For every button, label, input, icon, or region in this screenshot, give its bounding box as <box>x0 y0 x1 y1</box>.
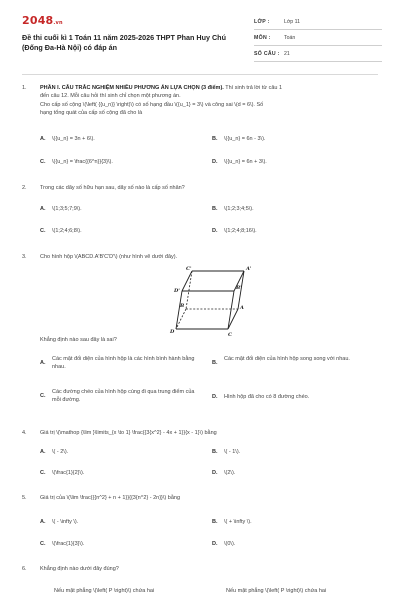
q3-option-a[interactable]: A. Các mặt đối diện của hình hộp là các hình bình hành bằng nhau. <box>40 356 195 371</box>
q2-option-a[interactable]: A. \(1;3;5;7;9\). <box>40 206 82 212</box>
exam-meta <box>254 14 382 62</box>
q5-option-c[interactable]: C. \(\frac{1}{3}\). <box>40 541 85 547</box>
q3-option-d[interactable]: D. Hình hộp đã cho có 8 đường chéo. <box>212 394 310 400</box>
q5-option-b[interactable]: B. \( + \infty \). <box>212 519 252 525</box>
header-divider <box>22 74 378 75</box>
vertex-label-c1: C' <box>186 266 192 272</box>
q2-option-d[interactable]: D. \(1;2;4;8;16\). <box>212 228 257 234</box>
q5-option-d[interactable]: D. \(0\). <box>212 541 236 547</box>
document-title: Đề thi cuối kì 1 Toán 11 năm 2025-2026 THPT Phan Huy Chú (Đống Đa-Hà Nội) có đáp án <box>22 33 226 52</box>
q4-option-c[interactable]: C. \(\frac{1}{2}\). <box>40 470 85 476</box>
site-logo[interactable]: 2048.vn <box>22 14 63 27</box>
vertex-label-b1: B' <box>236 285 242 291</box>
q2-option-c[interactable]: C. \(1;2;4;6;8\). <box>40 228 82 234</box>
vertex-label-a1: A' <box>246 266 252 272</box>
vertex-label-a: A <box>240 305 244 311</box>
meta-row-class: LỚP : Lớp 11 <box>254 14 382 30</box>
q4-option-b[interactable]: B. \( - 1\). <box>212 449 241 455</box>
exam-page: 2048.vn Đề thi cuối kì 1 Toán 11 năm 2025-2026 THPT Phan Huy Chú (Đống Đa-Hà Nội) có đáp án LỚP : Lớp 11 MÔN : Toán SỐ CÂU : 21 1. PHẦN I. CÂU TRẮC NGHIỆM NHIỀU PHƯƠNG ÁN LỰA CHỌN (3 điểm). Thí sinh trả lời từ câu 1 đến câu 12. Mỗi câu hỏi thí sinh chỉ chọn một phương án. Cho cấp số cộng \(\left( {{u_n}} \right)\) có số hạng đầu \({u_1} = 3\) và công sai \(d = 6\). Số hạng tổng quát của cấp số cộng đã cho là A. \({u_n} = 3n + 6\). B. \({u_n} = 6n - 3\). C. \({u_n} = \frac{{6^n}}{3}\). D. \({u_n} = 6n + 3\). 2. Trong các dãy số hữu hạn sau, dãy số nào là cấp số nhân? A. \(1;3;5;7;9\). B. \(1;2;3;4;5\). C. \(1;2;4;6;8\). D. \(1;2;4;8;16\). 3. Cho hình hộp \(ABCD.A'B'C'D'\) (như hình vẽ dưới đây). A' B' C' D' A C B D Khẳng định nào sau đây là sai? A. Các mặt đối diện của hình hộp là các hình bình hành bằng nhau. B. Các mặt đối diện của hình hộp song song với nhau. C. Các đường chéo của hình hộp cùng đi qua trung điểm của mỗi đường. D. Hình hộp đã cho có 8 đường chéo. 4. Giá trị \(\mathop {\lim }\limits_{x \to 1} \frac{{3{x^2} - 4x + 1}}{x - 1}\) bằng A. \( - 2\). B. \( - 1\). C. \(\frac{1}{2}\). D. \(2\). 5. Giá trị của \(\lim \frac{{{n^2} + n + 1}}{{3{n^2} - 2n}}\) bằng A. \( - \infty \). B. \( + \infty \). C. \(\frac{1}{3}\). D. \(0\). 6. Khẳng định nào dưới đây đúng? Nếu mặt phẳng \(\left( P \right)\) chứa hai Nếu mặt phẳng \(\left( P \right)\) chứa hai <box>0 0 400 600</box>
q1-option-c[interactable]: C. \({u_n} = \frac{{6^n}}{3}\). <box>40 159 113 165</box>
q5-option-a[interactable]: A. \( - \infty \). <box>40 519 79 525</box>
q6-option-b[interactable]: Nếu mặt phẳng \(\left( P \right)\) chứa hai <box>226 588 327 594</box>
vertex-label-d1: D' <box>174 288 180 294</box>
q2-option-b[interactable]: B. \(1;2;3;4;5\). <box>212 206 254 212</box>
q4-option-d[interactable]: D. \(2\). <box>212 470 236 476</box>
q6-option-a[interactable]: Nếu mặt phẳng \(\left( P \right)\) chứa hai <box>54 588 155 594</box>
q3-option-c[interactable]: C. Các đường chéo của hình hộp cùng đi qua trung điểm của mỗi đường. <box>40 389 195 404</box>
meta-row-subject: MÔN : Toán <box>254 30 382 46</box>
exam-header <box>0 0 400 70</box>
vertex-label-d: D <box>170 329 175 335</box>
question-1-line-1: PHẦN I. CÂU TRẮC NGHIỆM NHIỀU PHƯƠNG ÁN LỰA CHỌN (3 điểm). Thí sinh trả lời từ câu 1 <box>40 85 283 91</box>
parallelepiped-figure <box>162 257 262 337</box>
q1-option-d[interactable]: D. \({u_n} = 6n + 3\). <box>212 159 267 165</box>
meta-row-count: SỐ CÂU : 21 <box>254 46 382 62</box>
vertex-label-c: C <box>228 332 232 337</box>
q4-option-a[interactable]: A. \( - 2\). <box>40 449 69 455</box>
q3-option-b[interactable]: B. Các mặt đối diện của hình hộp song song với nhau. <box>212 356 350 366</box>
vertex-label-b: B <box>180 303 185 309</box>
q1-option-a[interactable]: A. \({u_n} = 3n + 6\). <box>40 136 95 142</box>
q1-option-b[interactable]: B. \({u_n} = 6n - 3\). <box>212 136 266 142</box>
